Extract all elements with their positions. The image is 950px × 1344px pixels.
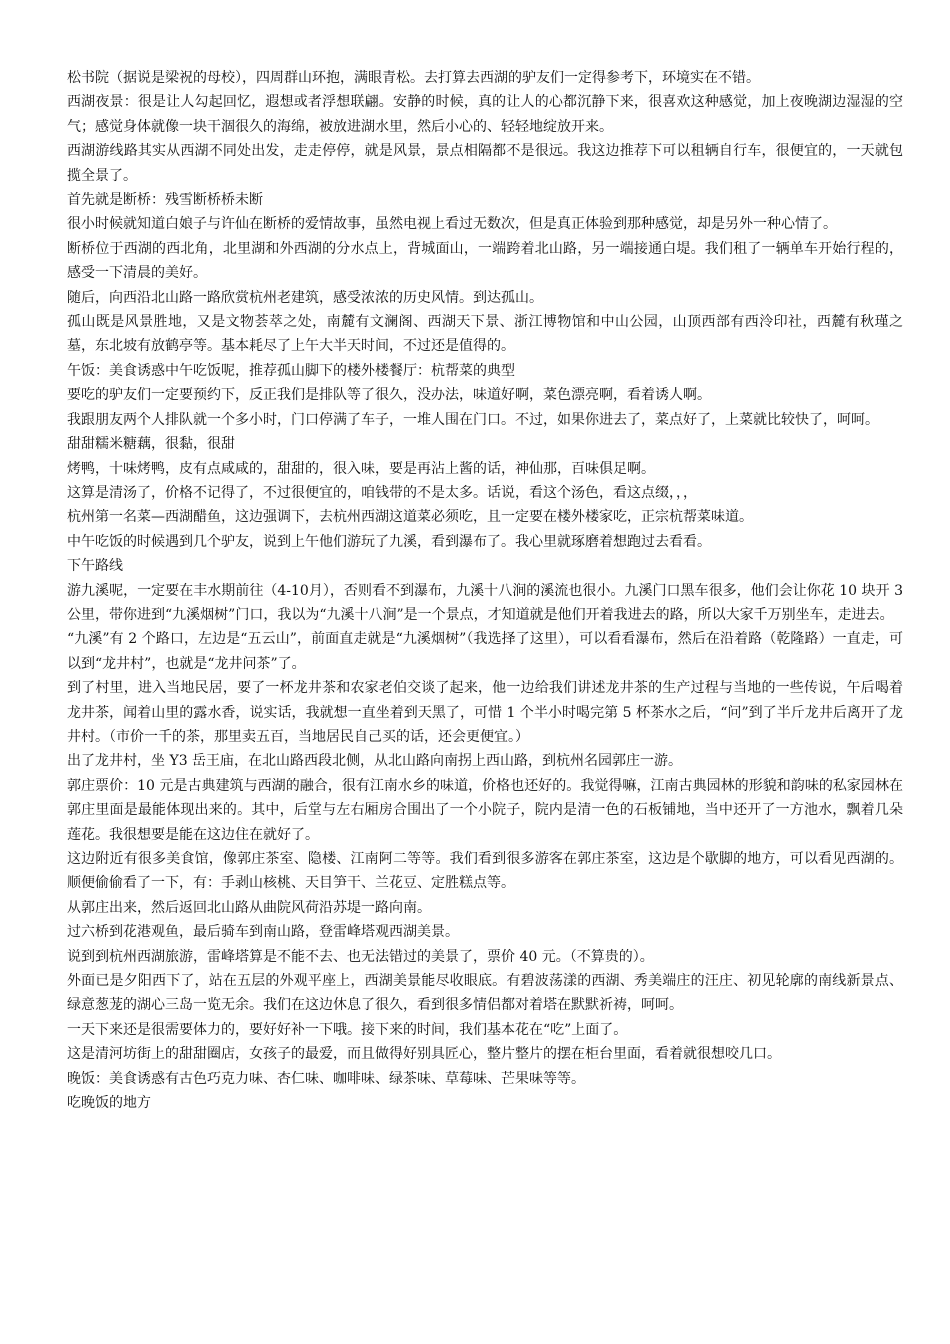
paragraph-leifeng-route: 过六桥到花港观鱼，最后骑车到南山路，登雷峰塔观西湖美景。 [67, 924, 459, 941]
paragraph-met-travelers: 中午吃饭的时候遇到几个驴友，说到上午他们游玩了九溪，看到瀑布了。我心里就琢磨着想跑过去看看。 [67, 533, 711, 550]
paragraph-west-lake-night: 西湖夜景：很是让人勾起回忆，遐想或者浮想联翩。安静的时候，真的让人的心都沉静下来，很喜欢这种感觉，加上夜晚湖边湿湿的空气；感觉身体就像一块干涸很久的海绵，被放进湖水里，然后小心的、轻轻地绽放开来。 [67, 94, 903, 135]
paragraph-jiuxi-crossing: “九溪”有 2 个路口，左边是“五云山”，前面直走就是“九溪烟树”（我选择了这里），可以看看瀑布，然后在沿着路（乾隆路）一直走，可以到“龙井村”，也就是“龙井问茶”了。 [67, 631, 903, 672]
paragraph-broken-bridge-location: 断桥位于西湖的西北角，北里湖和外西湖的分水点上，背城面山，一端跨着北山路，另一端接通白堤。我们租了一辆单车开始行程的，感受一下清晨的美好。 [67, 240, 903, 282]
paragraph-su-causeway: 从郭庄出来，然后返回北山路从曲院风荷沿苏堤一路向南。 [67, 899, 431, 916]
paragraph-songshu-academy: 松书院（据说是梁祝的母校），四周群山环抱，满眼青松。去打算去西湖的驴友们一定得参考下，环境实在不错。 [67, 70, 760, 86]
paragraph-clear-soup: 这算是清汤了，价格不记得了，不过很便宜的，咱钱带的不是太多。话说，看这个汤色，看这点缀，，， [67, 484, 697, 501]
paragraph-beishan-road: 随后，向西沿北山路一路欣赏杭州老建筑，感受浓浓的历史风情。到达孤山。 [67, 289, 543, 306]
paragraph-donut-shop: 这是清河坊街上的甜甜圈店，女孩子的最爱，而且做得好别具匠心，整片整片的摆在柜台里面，看着就很想咬几口。 [67, 1046, 781, 1063]
paragraph-gushan: 孤山既是风景胜地，又是文物荟萃之处，南麓有文澜阁、西湖天下景、浙江博物馆和中山公园，山顶西部有西泠印社，西麓有秋瑾之墓，东北坡有放鹤亭等。基本耗尽了上午大半天时间，不过还是值得的。 [67, 314, 903, 355]
paragraph-tour-route: 西湖游线路其实从西湖不同处出发，走走停停，就是风景，景点相隔都不是很远。我这边推荐下可以租辆自行车，很便宜的，一天就包揽全景了。 [67, 143, 903, 184]
paragraph-jiuxi-visit: 游九溪呢，一定要在丰水期前往（4-10月），否则看不到瀑布，九溪十八涧的溪流也很小。九溪门口黑车很多，他们会让你花 10 块开 3 公里，带你进到“九溪烟树”门口，我以为“九溪十八涧”是一个景点，才知道就是他们开着我进去的路，所以大家千万别坐车，走进去。 [67, 582, 903, 623]
paragraph-dinner-place: 吃晚饭的地方 [67, 1095, 151, 1112]
paragraph-guozhuang-route: 出了龙井村，坐 Y3 岳王庙，在北山路西段北侧，从北山路向南拐上西山路，到杭州名园郭庄一游。 [67, 753, 683, 770]
paragraph-dinner-flavors: 晚饭：美食诱惑有古色巧克力味、杏仁味、咖啡味、绿茶味、草莓味、芒果味等等。 [67, 1070, 585, 1087]
paragraph-lunch-heading: 午饭：美食诱惑中午吃饭呢，推荐孤山脚下的楼外楼餐厅：杭帮菜的典型 [67, 362, 515, 379]
paragraph-roast-duck: 烤鸭，十味烤鸭，皮有点咸咸的，甜甜的，很入味，要是再沾上酱的话，神仙那，百味俱足啊。 [67, 460, 655, 477]
paragraph-broken-bridge-heading: 首先就是断桥：残雪断桥桥未断 [67, 192, 263, 209]
paragraph-leifeng-ticket: 说到到杭州西湖旅游，雷峰塔算是不能不去、也无法错过的美景了，票价 40 元。（不算贵的）。 [67, 948, 654, 965]
document-page [67, 66, 903, 1115]
paragraph-white-snake-story: 很小时候就知道白娘子与许仙在断桥的爱情故事，虽然电视上看过无数次，但是真正体验到那种感觉，却是另外一种心情了。 [67, 216, 837, 233]
paragraph-afternoon-heading: 下午路线 [67, 558, 123, 575]
paragraph-eating-time: 一天下来还是很需要体力的，要好好补一下哦。接下来的时间，我们基本花在“吃”上面了。 [67, 1021, 628, 1038]
paragraph-nearby-food: 这边附近有很多美食馆，像郭庄茶室、隐楼、江南阿二等等。我们看到很多游客在郭庄茶室，这边是个歇脚的地方，可以看见西湖的。顺便偷偷看了一下，有：手剥山核桃、天目笋干、兰花豆、定胜糕点等。 [67, 851, 903, 892]
paragraph-reservation: 要吃的驴友们一定要预约下，反正我们是排队等了很久，没办法，味道好啊，菜色漂亮啊，看着诱人啊。 [67, 387, 711, 404]
paragraph-vinegar-fish: 杭州第一名菜—西湖醋鱼，这边强调下，去杭州西湖这道菜必须吃，且一定要在楼外楼家吃，正宗杭帮菜味道。 [67, 509, 753, 526]
paragraph-lotus-root: 甜甜糯米糖藕，很黏，很甜 [67, 436, 235, 453]
paragraph-guozhuang-ticket: 郭庄票价：10 元是古典建筑与西湖的融合，很有江南水乡的味道，价格也还好的。我觉得嘛，江南古典园林的形貌和韵味的私家园林在郭庄里面是最能体现出来的。其中，后堂与左右厢房合围出了一个小院子，院内是清一色的石板铺地，当中还开了一方池水，飘着几朵莲花。我很想要是能在这边住在就好了。 [67, 777, 903, 843]
paragraph-queue: 我跟朋友两个人排队就一个多小时，门口停满了车子，一堆人围在门口。不过，如果你进去了，菜点好了，上菜就比较快了，呵呵。 [67, 411, 879, 428]
paragraph-sunset-view: 外面已是夕阳西下了，站在五层的外观平座上，西湖美景能尽收眼底。有碧波荡漾的西湖、秀美端庄的汪庄、初见轮廓的南线新景点、绿意葱茏的湖心三岛一览无余。我们在这边休息了很久，看到很多情侣都对着塔在默默祈祷，呵呵。 [67, 973, 903, 1014]
paragraph-longjing-village: 到了村里，进入当地民居，要了一杯龙井茶和农家老伯交谈了起来，他一边给我们讲述龙井茶的生产过程与当地的一些传说，午后喝着龙井茶，闻着山里的露水香，说实话，我就想一直坐着到天黑了，可惜 1 个半小时喝完第 5 杯茶水之后，“问”到了半斤龙井后离开了龙井村。（市价一千的茶，那里卖五百，当地居民自己买的话，还会更便宜。） [67, 680, 903, 745]
